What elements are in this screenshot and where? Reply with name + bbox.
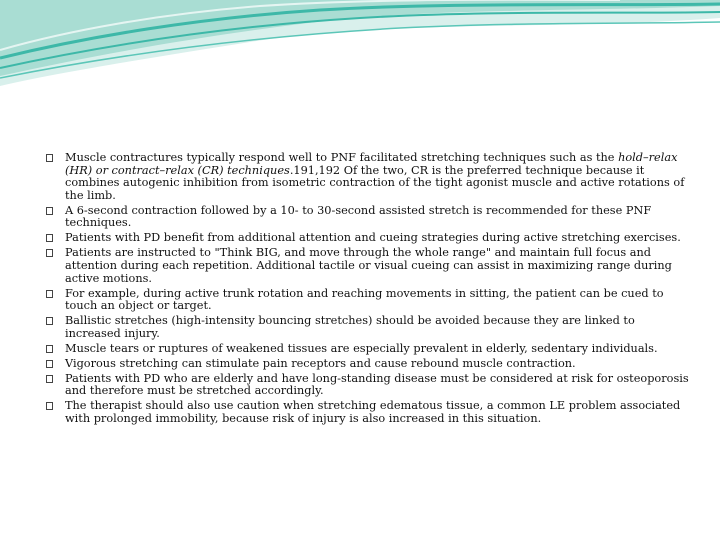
list-item	[44, 315, 692, 340]
bullet-text: Vigorous stretching can stimulate pain receptors and cause rebound muscle contraction.	[65, 356, 576, 370]
bullet-text: For example, during active trunk rotation and reaching movements in sitting, the patient can be cued to touch an object or target.	[65, 286, 664, 313]
bullet-text: Muscle tears or ruptures of weakened tissues are especially prevalent in elderly, sedentary individuals.	[65, 341, 658, 355]
list-item	[44, 343, 692, 356]
list-item	[44, 288, 692, 313]
bullet-list	[44, 152, 692, 425]
square-bullet-icon	[44, 400, 65, 413]
bullet-text: A 6-second contraction followed by a 10- to 30-second assisted stretch is recommended for these PNF techniques.	[65, 203, 652, 230]
square-bullet-icon	[44, 288, 65, 301]
square-bullet-icon	[44, 358, 65, 371]
bullet-text: The therapist should also use caution when stretching edematous tissue, a common LE problem associated with prolonged immobility, because risk of injury is also increased in this situation.	[65, 399, 681, 425]
bullet-text: Patients with PD who are elderly and have long-standing disease must be considered at risk for osteoporosis and therefore must be stretched accordingly.	[65, 371, 689, 398]
bullet-text: Patients are instructed to "Think BIG, and move through the whole range" and maintain full focus and attention during each repetition. Additional tactile or visual cueing can assist in maximizing range during active motions.	[65, 246, 672, 285]
square-bullet-icon	[44, 343, 65, 356]
list-item	[44, 247, 692, 285]
bullet-text: Ballistic stretches (high-intensity bouncing stretches) should be avoided because they are linked to increased injury.	[65, 314, 635, 340]
square-bullet-icon	[44, 315, 65, 328]
list-item	[44, 205, 692, 230]
square-bullet-icon	[44, 247, 65, 260]
slide-header-wave-decoration	[0, 0, 720, 120]
bullet-text: Patients with PD benefit from additional attention and cueing strategies during active stretching exercises.	[65, 231, 681, 245]
list-item	[44, 152, 692, 202]
square-bullet-icon	[44, 205, 65, 218]
list-item	[44, 232, 692, 245]
slide-body	[44, 152, 692, 428]
bullet-text: Muscle contractures typically respond well to PNF facilitated stretching techniques such as the hold–relax (HR) or contract–relax (CR) techniques.191,192 Of the two, CR is the preferred technique because it combines autogenic inhibition from isometric contraction of the tight agonist muscle and active rotations of the limb.	[65, 151, 685, 202]
list-item	[44, 400, 692, 425]
square-bullet-icon	[44, 152, 65, 165]
square-bullet-icon	[44, 373, 65, 386]
square-bullet-icon	[44, 232, 65, 245]
list-item	[44, 373, 692, 398]
list-item	[44, 358, 692, 371]
